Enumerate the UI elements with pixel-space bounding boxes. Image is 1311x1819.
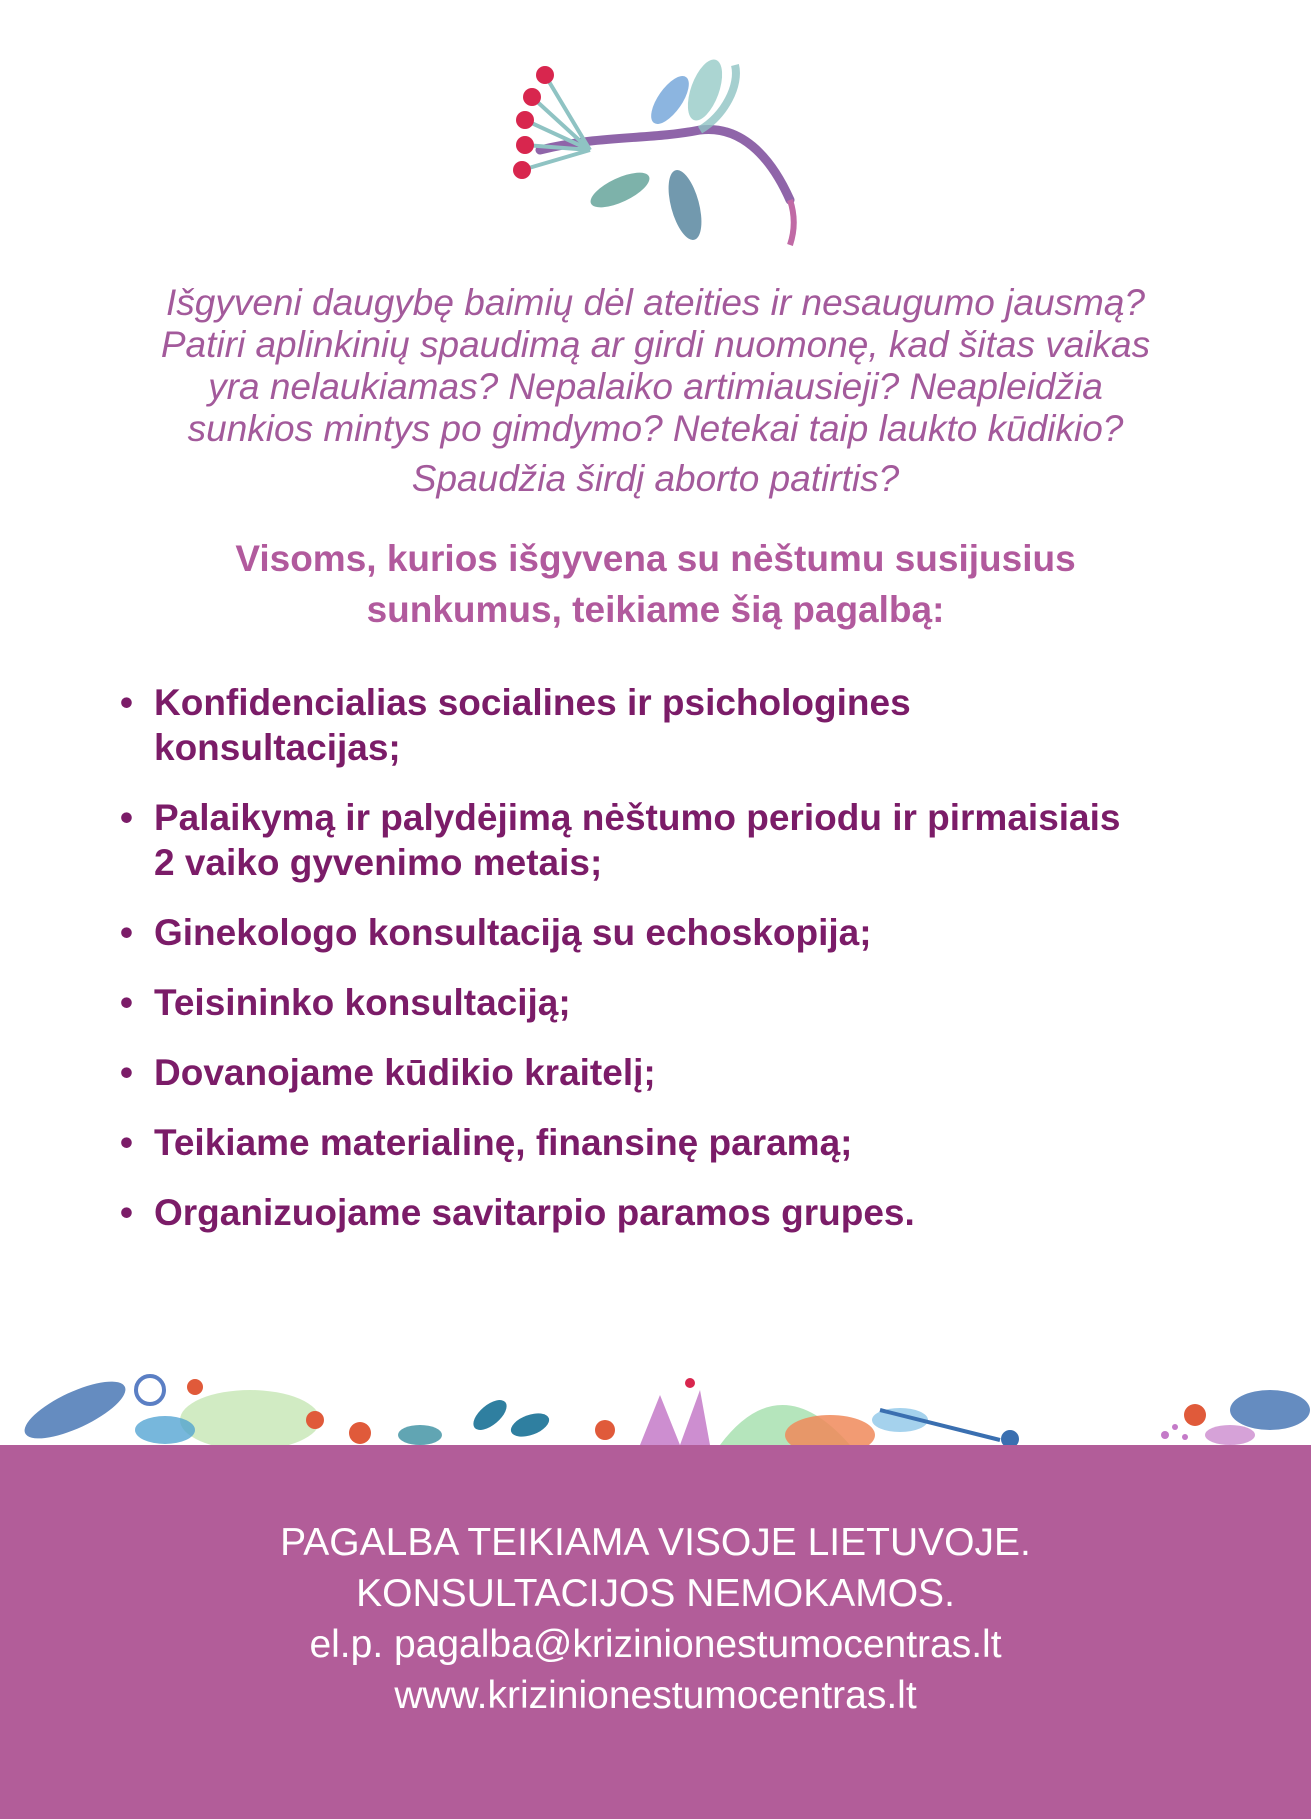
intro-line: Spaudžia širdį aborto patirtis? [411, 458, 900, 499]
list-item [120, 1190, 1250, 1235]
lead-heading [90, 533, 1221, 635]
list-item-text: 2 vaiko gyvenimo metais; [154, 842, 603, 883]
list-item-text: Teisininko konsultaciją; [154, 982, 571, 1023]
list-item-text: konsultacijas; [154, 727, 401, 768]
intro-line: sunkios mintys po gimdymo? Netekai taip laukto kūdikio? [187, 408, 1124, 449]
list-item-text: Palaikymą ir palydėjimą nėštumo periodu ir pirmaisiais [154, 797, 1121, 838]
watercolor-floral-border-icon [0, 1365, 1311, 1447]
intro-text [90, 282, 1221, 500]
lead-line: Visoms, kurios išgyvena su nėštumu susijusius [235, 538, 1076, 579]
services-list [120, 680, 1250, 1260]
list-item [120, 1120, 1250, 1165]
intro-line: yra nelaukiamas? Nepalaiko artimiausieji? Neapleidžia [208, 366, 1103, 407]
list-item-text: Ginekologo konsultaciją su echoskopija; [154, 912, 872, 953]
list-item [120, 980, 1250, 1025]
list-item [120, 680, 1250, 770]
list-item [120, 910, 1250, 955]
footer-line: KONSULTACIJOS NEMOKAMOS. [356, 1572, 955, 1615]
list-item-text: Dovanojame kūdikio kraitelį; [154, 1052, 656, 1093]
footer-band [0, 1445, 1311, 1819]
list-item [120, 795, 1250, 885]
list-item [120, 1050, 1250, 1095]
footer-email: el.p. pagalba@krizinionestumocentras.lt [309, 1623, 1002, 1666]
footer-line: PAGALBA TEIKIAMA VISOJE LIETUVOJE. [280, 1521, 1031, 1564]
watercolor-flower-sprig-icon [500, 55, 820, 255]
list-item-text: Organizuojame savitarpio paramos grupes. [154, 1192, 915, 1233]
footer-text [0, 1517, 1311, 1721]
list-item-text: Konfidencialias socialines ir psichologines [154, 682, 911, 723]
list-item-text: Teikiame materialinę, finansinę paramą; [154, 1122, 853, 1163]
lead-line: sunkumus, teikiame šią pagalbą: [366, 589, 945, 630]
footer-website: www.krizinionestumocentras.lt [394, 1674, 917, 1717]
intro-line: Patiri aplinkinių spaudimą ar girdi nuomonę, kad šitas vaikas [160, 324, 1151, 365]
intro-line: Išgyveni daugybę baimių dėl ateities ir nesaugumo jausmą? [165, 282, 1146, 323]
